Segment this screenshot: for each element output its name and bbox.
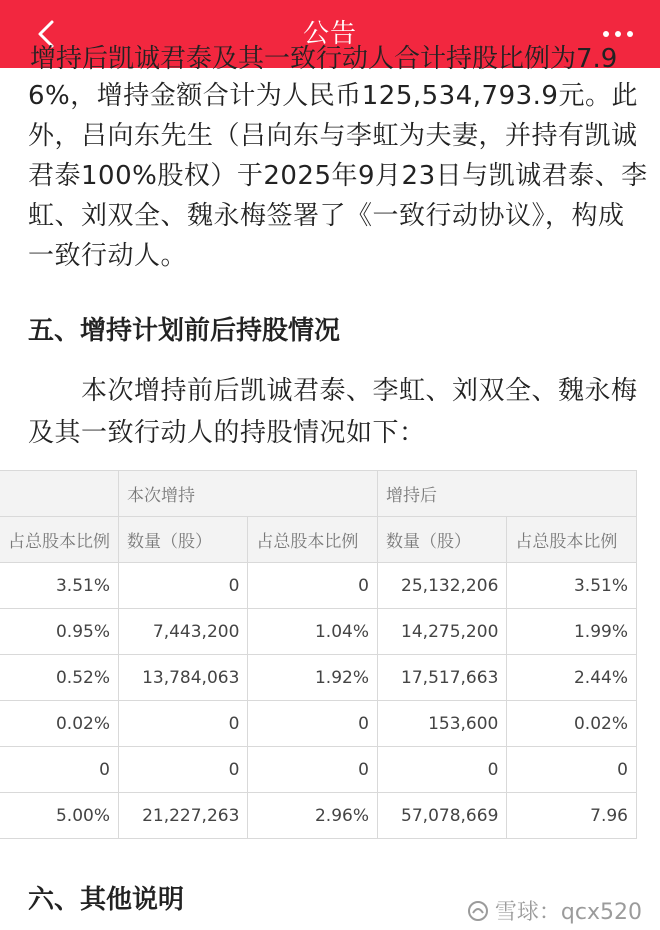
table-column-header-row xyxy=(0,517,637,563)
table-cell: 3.51% xyxy=(507,563,637,609)
table-cell: 25,132,206 xyxy=(377,563,506,609)
paragraph-shareholding-summary xyxy=(28,76,648,276)
table-cell: 0 xyxy=(119,701,248,747)
section-heading-6: 六、其他说明 xyxy=(28,885,185,915)
table-cell: 1.92% xyxy=(248,655,378,701)
table-cell: 0.02% xyxy=(0,701,119,747)
text-line: 君泰100%股权）于2025年9月23日与凯诚君泰、李 xyxy=(28,161,648,191)
text-line: 虹、刘双全、魏永梅签署了《一致行动协议》，构成 xyxy=(28,201,625,231)
page-title: 公告 xyxy=(302,19,357,49)
table-group-header-row xyxy=(0,471,637,517)
text-line: 外，吕向东先生（吕向东与李虹为夫妻，并持有凯诚 xyxy=(28,121,638,151)
table-cell: 0 xyxy=(507,747,637,793)
group-header-cell: 本次增持 xyxy=(119,471,378,517)
table-row xyxy=(0,747,637,793)
table-cell: 0 xyxy=(248,563,378,609)
table-row xyxy=(0,701,637,747)
table-cell: 17,517,663 xyxy=(377,655,506,701)
watermark-text: 雪球：qcx520 xyxy=(494,900,642,925)
shareholding-table-scroll[interactable] xyxy=(0,470,638,840)
shareholding-table xyxy=(0,470,637,839)
table-cell: 0 xyxy=(0,747,119,793)
table-cell: 0 xyxy=(248,747,378,793)
text-line: 一致行动人。 xyxy=(28,241,188,271)
table-row xyxy=(0,655,637,701)
column-header: 占总股本比例 xyxy=(248,517,378,563)
table-cell: 57,078,669 xyxy=(377,793,506,839)
table-cell: 153,600 xyxy=(377,701,506,747)
table-cell: 2.96% xyxy=(248,793,378,839)
section-heading-5: 五、增持计划前后持股情况 xyxy=(28,316,341,346)
group-header-cell xyxy=(0,471,119,517)
table-cell: 1.99% xyxy=(507,609,637,655)
table-cell: 0 xyxy=(119,563,248,609)
text-line: 及其一致行动人的持股情况如下： xyxy=(28,418,426,448)
table-row-total xyxy=(0,793,637,839)
table-row xyxy=(0,563,637,609)
table-cell: 7,443,200 xyxy=(119,609,248,655)
paragraph-table-intro xyxy=(28,370,640,454)
group-header-cell: 增持后 xyxy=(377,471,636,517)
table-row xyxy=(0,609,637,655)
table-cell: 0 xyxy=(377,747,506,793)
table-cell: 0.52% xyxy=(0,655,119,701)
table-cell: 21,227,263 xyxy=(119,793,248,839)
table-cell: 7.96 xyxy=(507,793,637,839)
table-cell: 14,275,200 xyxy=(377,609,506,655)
table-cell: 3.51% xyxy=(0,563,119,609)
column-header: 占总股本比例 xyxy=(0,517,119,563)
table-cell: 0 xyxy=(119,747,248,793)
text-line: 本次增持前后凯诚君泰、李虹、刘双全、魏永梅 xyxy=(28,376,638,406)
table-cell: 5.00% xyxy=(0,793,119,839)
watermark xyxy=(467,895,642,926)
table-cell: 0.02% xyxy=(507,701,637,747)
clipped-text-line: 增持后凯诚君泰及其一致行动人合计持股比例为7.9 xyxy=(30,44,618,74)
table-cell: 0 xyxy=(248,701,378,747)
column-header: 数量（股） xyxy=(119,517,248,563)
table-cell: 0.95% xyxy=(0,609,119,655)
table-cell: 2.44% xyxy=(507,655,637,701)
column-header: 占总股本比例 xyxy=(507,517,637,563)
table-cell: 1.04% xyxy=(248,609,378,655)
column-header: 数量（股） xyxy=(377,517,506,563)
snowball-logo-icon xyxy=(467,900,489,922)
table-cell: 13,784,063 xyxy=(119,655,248,701)
text-line: 6%，增持金额合计为人民币125,534,793.9元。此 xyxy=(28,81,638,111)
